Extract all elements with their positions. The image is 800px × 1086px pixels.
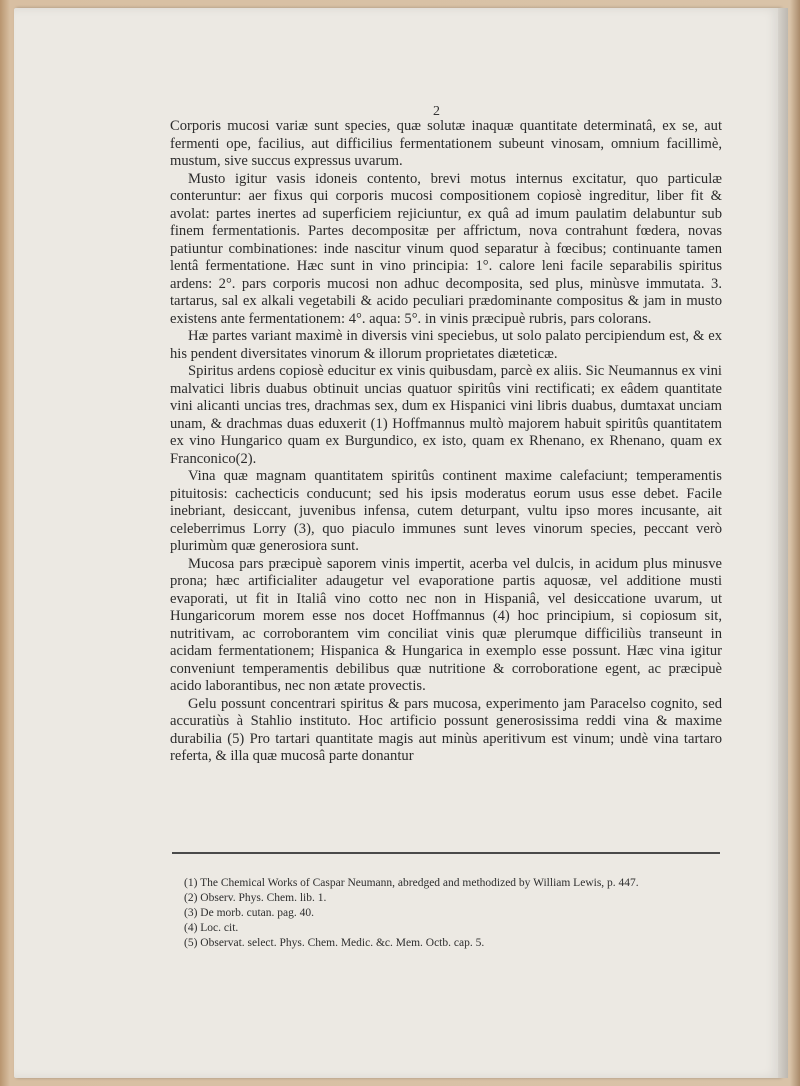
footnote-divider	[172, 852, 720, 854]
paragraph: Musto igitur vasis idoneis contento, brevi motus internus excitatur, quo particulæ conteruntur: aer fixus qui corporis mucosi compositionem copiosè ingreditur, liber fit & avolat: partes inertes ad superficiem rejiciuntur, ex quâ ad imum paulatim delabuntur sub finem fermentationis. Partes decompositæ per affrictum, nova contrahunt fœdera, novas patiuntur combinationes: inde nascitur vinum quod separatur à fœcibus; continuante tamen lentâ fermentatione. Hæc sunt in vino principia: 1°. calore leni facile separabilis spiritus ardens: 2°. pars corporis mucosi non adhuc decomposita, sed plus, minùsve immutata. 3. tartarus, sal ex alkali vegetabili & acido peculiari prædominante compositus & jam in musto existens ante fermentationem: 4°. aqua: 5°. in vinis præcipuè rubris, pars colorans.	[170, 170, 722, 327]
paragraph: Vina quæ magnam quantitatem spiritûs continent maxime calefaciunt; temperamentis pituitosis: cachecticis conducunt; sed his ipsis moderatus eorum usus esse debet. Facile inebriant, desiccant, juvenibus infensa, cutem deturpant, vultu ipso mores incusante, ait celeberrimus Lorry (3), quo piaculo immunes sunt leves vinorum species, peccant verò plurimùm quæ generosiora sunt.	[170, 468, 722, 554]
footnote: (5) Observat. select. Phys. Chem. Medic. &c. Mem. Octb. cap. 5.	[184, 937, 485, 949]
paragraph: Gelu possunt concentrari spiritus & pars mucosa, experimento jam Paracelso cognito, sed accuratiùs à Stahlio instituto. Hoc artificio possunt generosissima reddi vina & maxime durabilia (5) Pro tartari quantitate magis aut minùs aperitivum est vinum; undè vina tartaro referta, & illa quæ mucosâ parte donantur	[170, 695, 722, 764]
paragraph: Corporis mucosi variæ sunt species, quæ solutæ inaquæ quantitate determinatâ, ex se, aut fermenti ope, facilius, aut difficilius fermentationem subeunt vinosam, omnium facillimè, mustum, sive succus expressus uvarum.	[170, 118, 722, 169]
footnote: (2) Observ. Phys. Chem. lib. 1.	[184, 892, 327, 904]
footnotes	[184, 876, 724, 951]
footnote: (4) Loc. cit.	[184, 922, 239, 934]
body-text	[170, 118, 722, 766]
footnote: (3) De morb. cutan. pag. 40.	[184, 907, 314, 919]
paragraph: Mucosa pars præcipuè saporem vinis impertit, acerba vel dulcis, in acidum plus minusve prona; hæc artificialiter adaugetur vel evaporatione partis aquosæ, vel additione musti evaporati, ut fit in Italiâ vino cotto nec non in Hispaniâ, vel desiccatione uvarum, ut Hungaricorum morem esse nos docet Hoffmannus (4) hoc principium, si copiosum sit, nutritivam, ac corroborantem vim conciliat vinis quæ plerumque difficiliùs transeunt in acidam fermentationem; Hispanica & Hungarica in exemplo esse possunt. Hæc vina igitur conveniunt temperamentis debilibus quæ nutritione & corroboratione egent, ac præcipuè acido laborantibus, nec non ætate provectis.	[170, 555, 722, 694]
paragraph: Hæ partes variant maximè in diversis vini speciebus, ut solo palato percipiendum est, & ex his pendent diversitates vinorum & illorum proprietates diæteticæ.	[170, 328, 722, 362]
page-number: 2	[433, 104, 440, 119]
paragraph: Spiritus ardens copiosè educitur ex vinis quibusdam, parcè ex aliis. Sic Neumannus ex vini malvatici libris duabus obtinuit uncias quatuor spiritûs vini rectificati; ex eâdem quantitate vini alicanti uncias tres, drachmas sex, dum ex Hispanici vini libris duabus, dumtaxat unciam unam, & drachmas duas eduxerit (1) Hoffmannus multò majorem habuit spiritûs quantitatem ex vino Hungarico quam ex Burgundico, ex isto, quam ex Rhenano, ex Rhenano, quam ex Franconico(2).	[170, 363, 722, 467]
footnote: (1) The Chemical Works of Caspar Neumann, abredged and methodized by William Lewis, p. 447.	[184, 877, 639, 889]
page-edge	[778, 8, 788, 1078]
